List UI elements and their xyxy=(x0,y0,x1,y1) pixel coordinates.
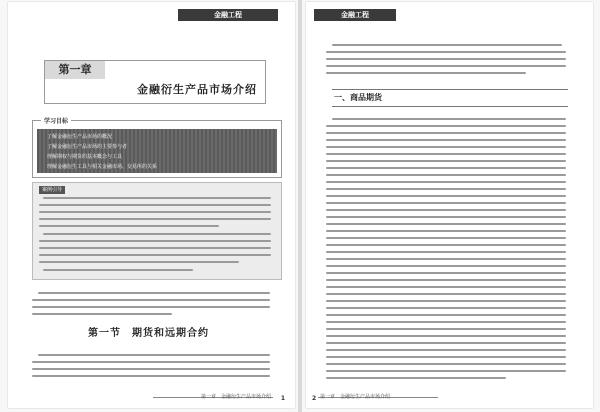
section-rule xyxy=(332,89,568,90)
text-line xyxy=(326,139,566,141)
text-line xyxy=(326,300,566,302)
footer-text: 第一章 金融衍生产品市场介绍 xyxy=(320,394,391,400)
text-line xyxy=(38,354,270,356)
text-line xyxy=(326,146,566,148)
text-line xyxy=(326,125,566,127)
text-line xyxy=(326,286,566,288)
text-line xyxy=(326,237,566,239)
right-page xyxy=(306,2,593,408)
text-line xyxy=(326,202,566,204)
learning-objectives-box xyxy=(32,120,282,178)
text-line xyxy=(32,313,172,315)
text-line xyxy=(332,44,562,46)
objective-item: 了解金融衍生产品市场的概况 xyxy=(47,134,113,140)
text-line xyxy=(326,132,566,134)
text-line xyxy=(39,240,271,242)
text-line xyxy=(326,181,566,183)
text-line xyxy=(43,197,271,199)
text-line xyxy=(39,218,271,220)
text-line xyxy=(326,195,566,197)
objective-item: 了解金融衍生产品市场的主要参与者 xyxy=(47,144,128,150)
text-line xyxy=(326,65,566,67)
section-rule xyxy=(332,106,568,107)
text-line xyxy=(326,72,526,74)
text-line xyxy=(38,292,270,294)
text-line xyxy=(326,279,566,281)
text-line xyxy=(326,349,566,351)
section-title: 第一节 期货和远期合约 xyxy=(88,328,209,339)
text-line xyxy=(39,211,271,213)
text-line xyxy=(32,361,270,363)
text-line xyxy=(326,209,566,211)
text-line xyxy=(32,299,270,301)
left-page xyxy=(8,2,295,408)
text-line xyxy=(326,265,566,267)
objective-item: 理解金融衍生工具与相关金融市场、交易所的关系 xyxy=(47,164,158,170)
text-line xyxy=(326,335,566,337)
text-line xyxy=(326,167,566,169)
text-line xyxy=(326,153,566,155)
text-line xyxy=(326,258,566,260)
text-line xyxy=(39,261,239,263)
text-line xyxy=(326,230,566,232)
text-line xyxy=(39,247,271,249)
text-line xyxy=(326,307,566,309)
page-number: 1 xyxy=(280,395,285,402)
objectives-heading: 学习目标 xyxy=(41,116,71,125)
text-line xyxy=(326,244,566,246)
text-line xyxy=(326,51,566,53)
case-study-box xyxy=(32,182,282,280)
text-line xyxy=(326,272,566,274)
text-line xyxy=(326,377,506,379)
text-line xyxy=(43,269,193,271)
chapter-header xyxy=(44,60,266,104)
objective-item: 理解期权与期货的基本概念与工具 xyxy=(47,154,123,160)
section-title: 一、商品期货 xyxy=(334,92,382,102)
text-line xyxy=(326,328,566,330)
text-line xyxy=(326,223,566,225)
chapter-title: 金融衍生产品市场介绍 xyxy=(137,83,257,96)
text-line xyxy=(39,225,219,227)
book-gutter xyxy=(298,0,302,412)
text-line xyxy=(43,233,271,235)
text-line xyxy=(326,251,566,253)
text-line xyxy=(39,254,271,256)
text-line xyxy=(326,314,566,316)
text-line xyxy=(326,188,566,190)
page-number: 2 xyxy=(312,395,317,402)
text-line xyxy=(32,306,270,308)
footer-text: 第一章 金融衍生产品市场介绍 xyxy=(200,394,271,400)
text-line xyxy=(326,160,566,162)
text-line xyxy=(332,118,566,120)
text-line xyxy=(326,216,566,218)
text-line xyxy=(326,363,566,365)
text-line xyxy=(326,174,566,176)
case-heading: 案例引导 xyxy=(39,186,65,194)
text-line xyxy=(32,375,270,377)
objectives-band xyxy=(37,129,277,173)
text-line xyxy=(32,368,270,370)
chapter-number: 第一章 xyxy=(45,61,105,79)
text-line xyxy=(326,342,566,344)
running-head-left: 金融工程 xyxy=(178,9,278,21)
text-line xyxy=(326,321,566,323)
text-line xyxy=(326,370,566,372)
text-line xyxy=(326,356,566,358)
running-head-right: 金融工程 xyxy=(314,9,396,21)
text-line xyxy=(39,204,271,206)
text-line xyxy=(326,293,566,295)
text-line xyxy=(326,58,566,60)
